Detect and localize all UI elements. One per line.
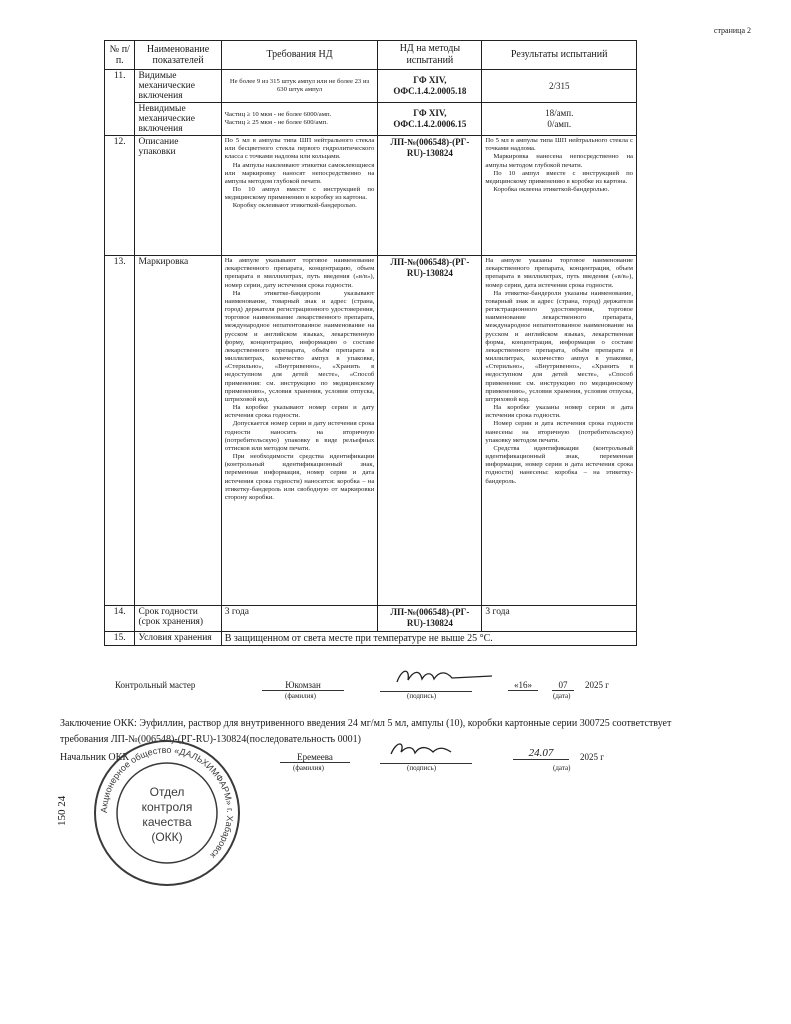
requirement-paragraph: По 5 мл в ампулы типа ШП нейтрального стекла или бесцветного стекла первого гидролитического класса с точками надлома или кольцами. bbox=[224, 137, 375, 161]
nd-method: ЛП-№(006548)-(РГ-RU)-130824 bbox=[378, 606, 482, 632]
controller-signature-text: Юкай bbox=[412, 672, 437, 683]
header-nd: НД на методы испытаний bbox=[378, 41, 482, 70]
stamp-line: качества bbox=[142, 815, 192, 829]
stamp-line: (ОКК) bbox=[151, 830, 183, 844]
result: 3 года bbox=[482, 606, 637, 632]
page-number: страница 2 bbox=[713, 26, 751, 35]
requirement-paragraph: На этикетке-бандероли указывают наименование, товарный знак и адрес (страна, город) держателя регистрационного удостоверения, торговое наименование лекарственного препарата, международное непатентованное наименование на русском и английском языках, лекарственную форму, концентрацию, информацию о составе лекарственного препарата, объём препарата в миллилитрах, количество ампул в упаковке, «Стерильно», «Внутривенно», «Хранить в недоступном для детей месте», «Способ применения: см. инструкцию по медицинскому применению», условия хранения, условия отпуска, штриховой код. bbox=[224, 289, 375, 403]
nd-method: ГФ XIV, ОФС.1.4.2.0006.15 bbox=[378, 103, 482, 136]
test-results-table bbox=[104, 40, 637, 646]
parameter-name: Условия хранения bbox=[135, 631, 221, 645]
result: 2/315 bbox=[482, 70, 637, 103]
chief-year: 2025 г bbox=[580, 752, 604, 762]
okk-stamp bbox=[92, 738, 242, 888]
signature-caption: (подпись) bbox=[407, 692, 437, 700]
requirement bbox=[221, 103, 378, 136]
storage-conditions: В защищенном от света месте при температуре не выше 25 °С. bbox=[221, 631, 636, 645]
row-number: 12. bbox=[105, 136, 135, 256]
result-paragraph: Средства идентификации (контрольный идентификационный знак, переменная информация, номер серии и дата истечения срока годности) нанесены: коробка – на этикетку-бандероль. bbox=[485, 444, 633, 485]
date-caption: (дата) bbox=[553, 764, 571, 772]
requirement-line: Частиц ≥ 10 мкм - не более 6000/амп. bbox=[224, 110, 332, 118]
result-paragraph: Коробка оклеена этикеткой-бандеролью. bbox=[493, 186, 610, 194]
table-header-row bbox=[105, 41, 637, 70]
row-number: 11. bbox=[105, 70, 135, 136]
requirement bbox=[221, 256, 378, 606]
requirement: 3 года bbox=[221, 606, 378, 632]
controller-day: «16» bbox=[508, 680, 538, 691]
row-number: 14. bbox=[105, 606, 135, 632]
result-paragraph: По 10 ампул вместе с инструкцией по медицинскому применению в коробке из картона. bbox=[485, 169, 633, 185]
requirement-line: Частиц ≥ 25 мкм - не более 600/амп. bbox=[224, 119, 328, 126]
table-row bbox=[105, 606, 637, 632]
nd-method: ЛП-№(006548)-(РГ-RU)-130824 bbox=[378, 256, 482, 606]
result-paragraph: Маркировка нанесена непосредственно на ампулы методом глубокой печати. bbox=[485, 153, 633, 169]
requirement-paragraph: На ампулы наклеивают этикетки самоклеющиеся или маркировку наносят непосредственно на ампулы методом глубокой печати. bbox=[224, 161, 375, 185]
chief-surname: Еремеева bbox=[280, 752, 350, 763]
chief-date: 24.07 bbox=[513, 747, 569, 760]
parameter-name: Маркировка bbox=[135, 256, 221, 606]
header-name: Наименование показателей bbox=[135, 41, 221, 70]
requirement-paragraph: При необходимости средства идентификации (контрольный идентификационный знак, переменная информация, номер серии и дата истечения срока годности) наносятся: коробка – на этикетку-бандероль или свободную от маркировки сторону коробки. bbox=[224, 453, 375, 501]
result bbox=[482, 136, 637, 256]
stamp-line: Отдел bbox=[149, 785, 185, 799]
requirement-paragraph: Допускается номер серии и дату истечения срока годности наносить на вторичную (потребительскую) упаковку в виде рельефных оттисков или методом печати. bbox=[224, 420, 375, 452]
table-row bbox=[105, 256, 637, 606]
result bbox=[482, 256, 637, 606]
okk-conclusion: Заключение ОКК: Эуфиллин, раствор для внутривенного введения 24 мг/мл 5 мл, ампулы (10), коробки картонные серии 300725 соответствует требования ЛП-№(006548)-(РГ-RU)-130824(последовательность 0001) bbox=[60, 718, 672, 745]
result-paragraph: Номер серии и дата истечения срока годности нанесены на вторичную (потребительскую) упаковку методом печати. bbox=[485, 420, 633, 444]
table-row bbox=[105, 631, 637, 645]
table-row bbox=[105, 70, 637, 103]
result-paragraph: На этикетке-бандероли указаны наименование, товарный знак и адрес (страна, город) держателя регистрационного удостоверения, торговое наименование лекарственного препарата, международное непатентованное наименование на русском и английском языках, лекарственная форма, концентрация, информация о составе лекарственного препарата, объём препарата в миллилитрах, количество ампул в упаковке, «Стерильно», «Внутривенно», «Хранить в недоступном для детей месте», «Способ применения: см. инструкцию по медицинскому применению», условия хранения, условия отпуска, штриховой код. bbox=[485, 289, 633, 403]
chief-role: Начальник ОКК bbox=[60, 752, 129, 763]
chief-signature-text: Ерем bbox=[405, 746, 427, 757]
row-number: 13. bbox=[105, 256, 135, 606]
nd-method: ГФ XIV, ОФС.1.4.2.0005.18 bbox=[378, 70, 482, 103]
row-number: 15. bbox=[105, 631, 135, 645]
surname-caption: (фамилия) bbox=[293, 764, 324, 772]
result bbox=[482, 103, 637, 136]
controller-role: Контрольный мастер bbox=[115, 680, 196, 690]
signature-caption: (подпись) bbox=[407, 764, 437, 772]
result-paragraph: На коробке указаны номер серии и дата истечения срока годности. bbox=[485, 404, 633, 420]
margin-note: 150 24 bbox=[56, 795, 68, 826]
table-row bbox=[105, 103, 637, 136]
result-line: 0/амп. bbox=[547, 119, 572, 129]
requirement bbox=[221, 136, 378, 256]
surname-caption: (фамилия) bbox=[285, 692, 316, 700]
result-paragraph: На ампуле указаны торговое наименование лекарственного препарата, концентрация, объем препарата в миллилитрах, путь введения («в/в»), номер серии, дата истечения срока годности. bbox=[485, 257, 633, 289]
parameter-name: Описание упаковки bbox=[135, 136, 221, 256]
chief-signature bbox=[385, 738, 475, 764]
date-caption: (дата) bbox=[553, 692, 571, 700]
stamp-ring-text: Акционерное общество «ДАЛЬХИМФАРМ» г. Хабаровск bbox=[98, 744, 236, 861]
result-line: 18/амп. bbox=[545, 108, 574, 119]
nd-method: ЛП-№(006548)-(РГ-RU)-130824 bbox=[378, 136, 482, 256]
header-requirements: Требования НД bbox=[221, 41, 378, 70]
table-row bbox=[105, 136, 637, 256]
requirement-paragraph: По 10 ампул вместе с инструкцией по медицинскому применению в коробку из картона. bbox=[224, 186, 375, 202]
result-paragraph: По 5 мл в ампулы типа ШП нейтрального стекла с точками надлома. bbox=[485, 137, 633, 153]
parameter-name: Срок годности (срок хранения) bbox=[135, 606, 221, 632]
parameter-name: Невидимые механические включения bbox=[135, 103, 221, 136]
parameter-name: Видимые механические включения bbox=[135, 70, 221, 103]
controller-month: 07 bbox=[552, 680, 574, 691]
requirement-paragraph: На коробке указывают номер серии и дату истечения срока годности. bbox=[224, 404, 375, 420]
controller-surname: Юкомзан bbox=[262, 680, 344, 691]
header-no: № п/п. bbox=[105, 41, 135, 70]
controller-year: 2025 г bbox=[585, 680, 609, 690]
stamp-line: контроля bbox=[141, 800, 193, 814]
requirement-paragraph: Коробку оклеивают этикеткой-бандеролью. bbox=[232, 202, 357, 210]
requirement: Не более 9 из 315 штук ампул или не более 23 из 630 штук ампул bbox=[221, 70, 378, 103]
header-results: Результаты испытаний bbox=[482, 41, 637, 70]
controller-signature bbox=[392, 664, 502, 690]
requirement-paragraph: На ампуле указывают торговое наименование лекарственного препарата, концентрацию, объем препарата в миллилитрах, путь введения («в/в»), номер серии, дату истечения срока годности. bbox=[224, 257, 375, 289]
